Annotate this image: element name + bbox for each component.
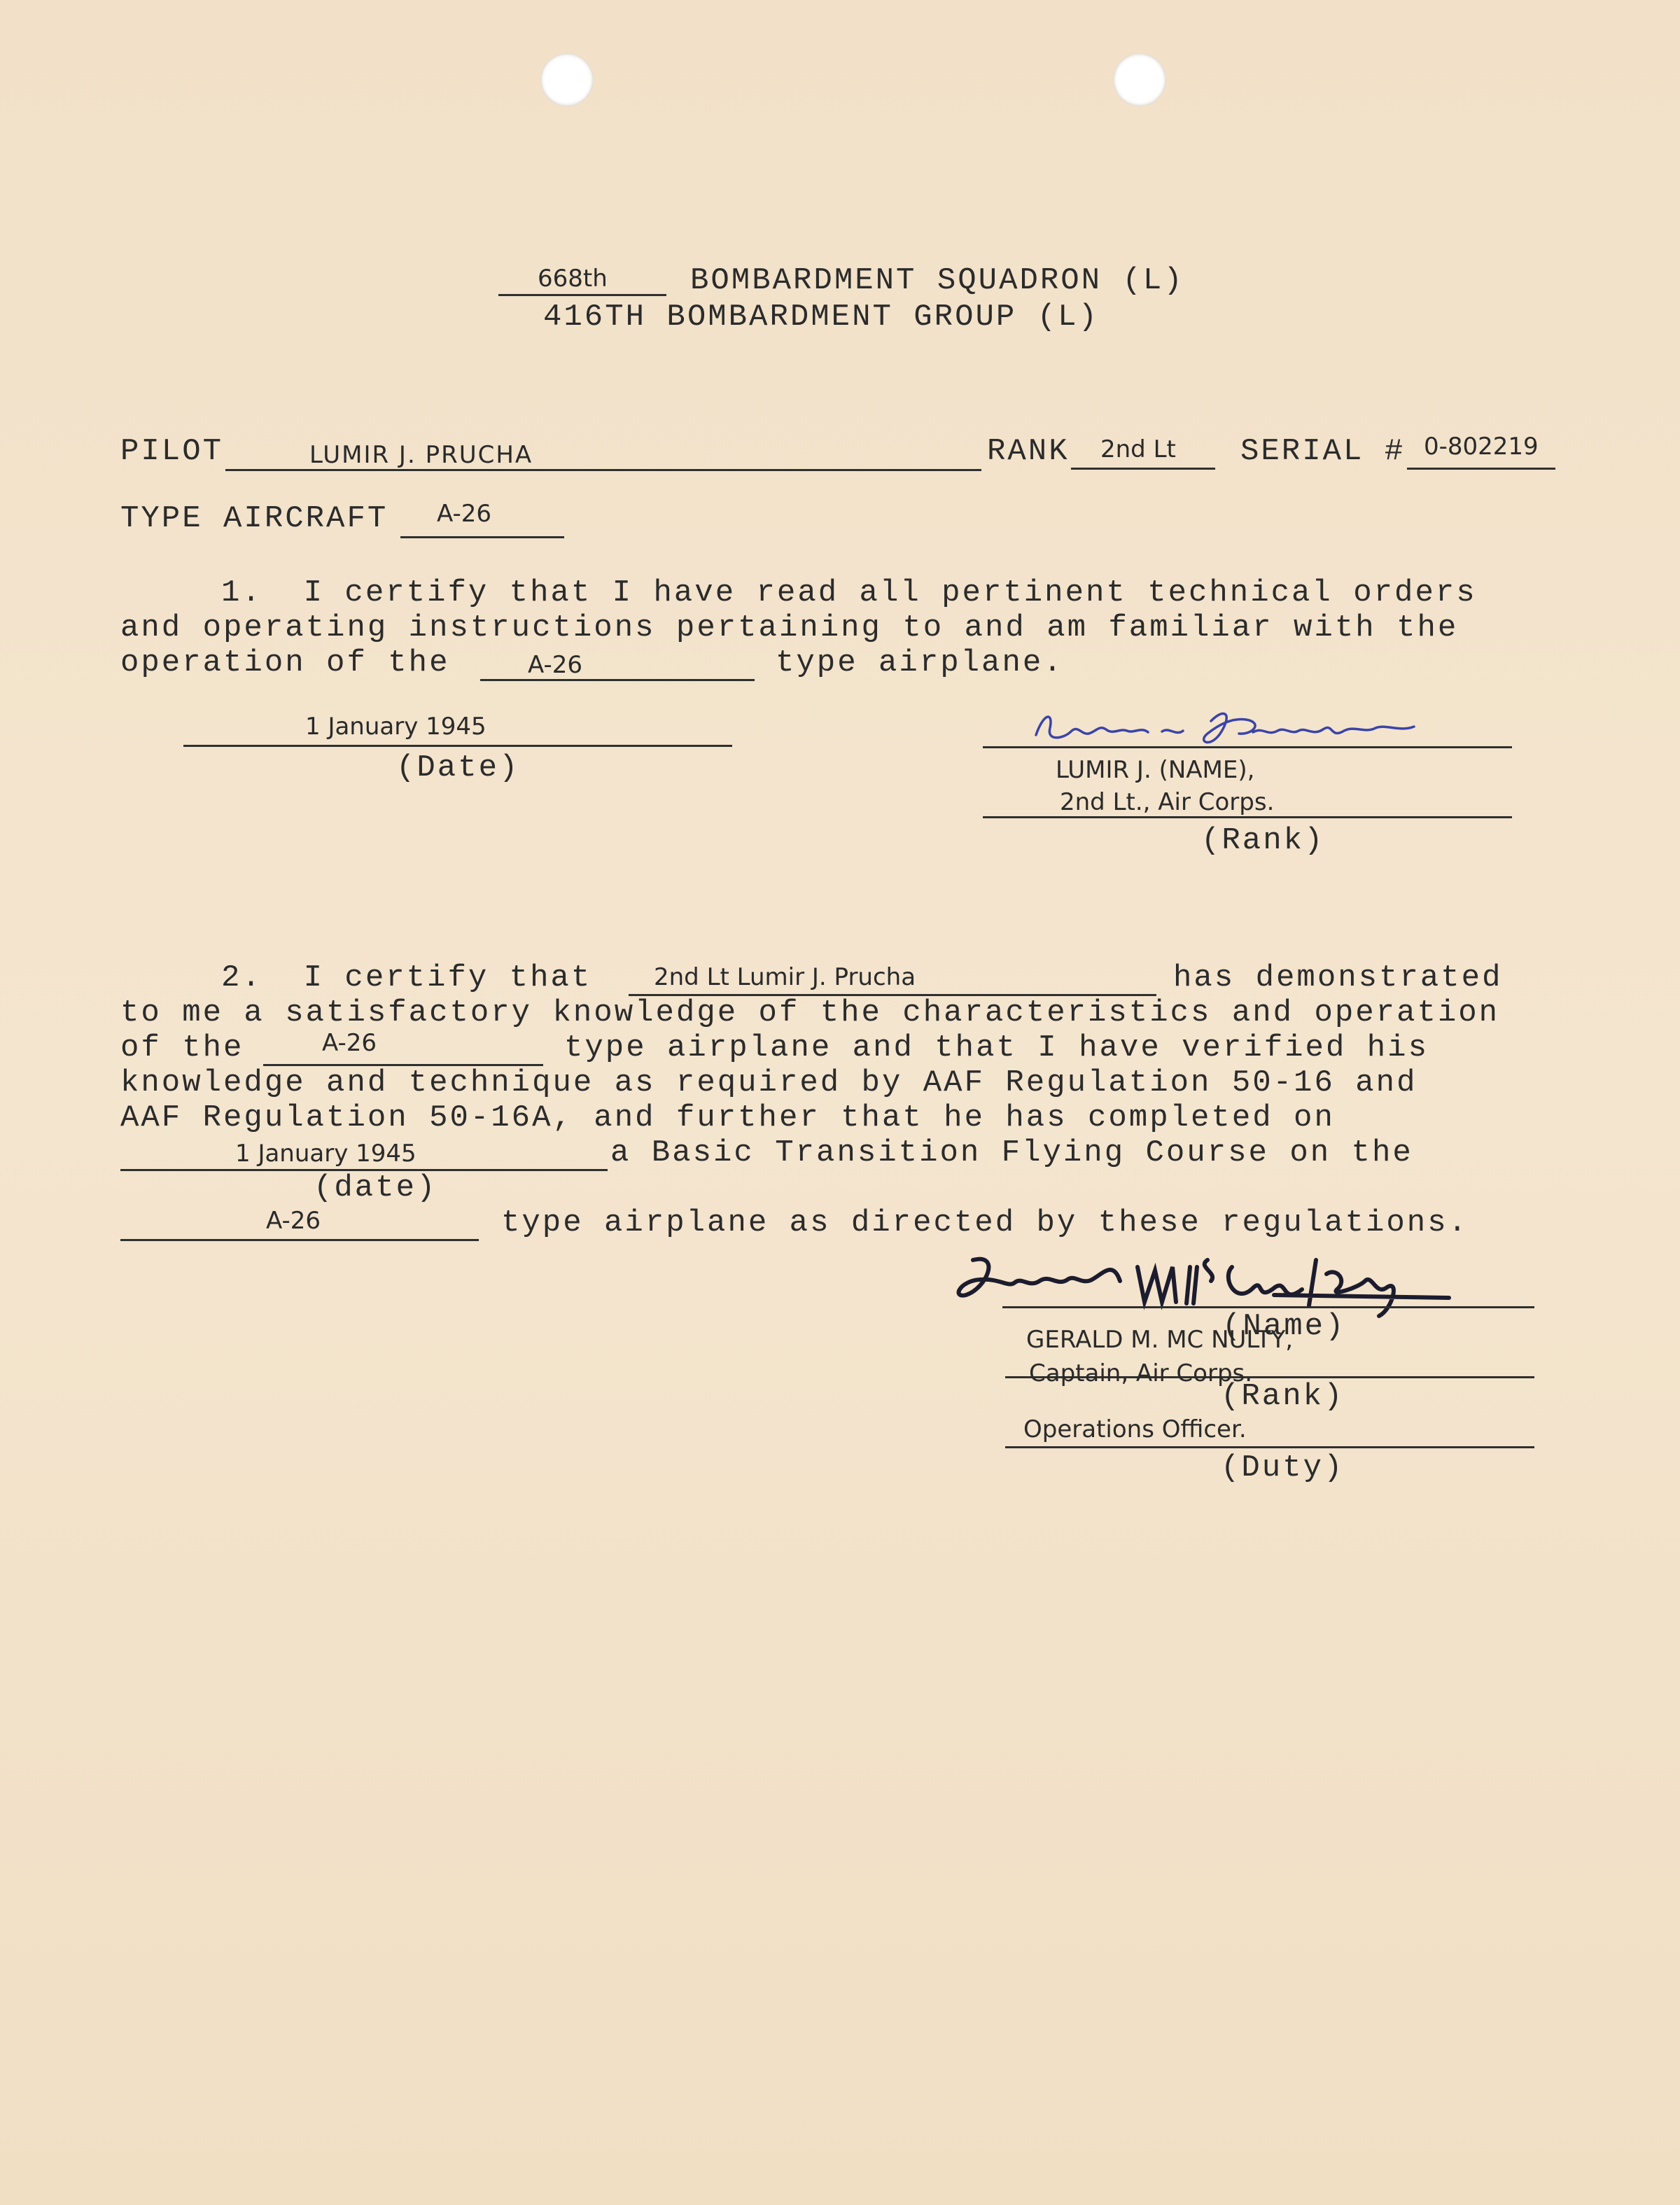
- section2-line2: to me a satisfactory knowledge of the characteristics and operation: [120, 995, 1500, 1030]
- section1-date-underline: [183, 745, 732, 747]
- section2-line6-suffix: a Basic Transition Flying Course on the: [610, 1135, 1413, 1170]
- serial-underline: [1407, 468, 1555, 470]
- section1-line3-prefix: operation of the: [120, 645, 450, 680]
- section2-line3-prefix: of the: [120, 1030, 244, 1065]
- section1-aircraft-underline: [480, 679, 755, 681]
- squadron-underline: [498, 294, 666, 296]
- group-title: 416TH BOMBARDMENT GROUP (L): [543, 300, 1099, 335]
- section1-rank-underline: [983, 816, 1512, 818]
- rank-value: 2nd Lt: [1100, 435, 1176, 463]
- section1-name-typed: LUMIR J. (NAME),: [1056, 756, 1255, 784]
- section1-line3-suffix: type airplane.: [776, 645, 1064, 680]
- section2-aircraft-fill: A-26: [322, 1029, 377, 1057]
- officer-signature-underline: [1002, 1306, 1534, 1308]
- squadron-title: BOMBARDMENT SQUADRON (L): [690, 263, 1184, 298]
- rank-underline: [1071, 468, 1215, 470]
- aircraft-value: A-26: [437, 500, 492, 528]
- section2-name-fill: 2nd Lt Lumir J. Prucha: [654, 963, 916, 991]
- section2-duty-typed: Operations Officer.: [1023, 1415, 1247, 1443]
- section2-rank-caption: (Rank): [1221, 1379, 1345, 1414]
- section2-date-caption: (date): [314, 1170, 438, 1205]
- section2-date-fill: 1 January 1945: [235, 1140, 416, 1168]
- pilot-label: PILOT: [120, 434, 224, 469]
- section2-aircraft2-fill: A-26: [266, 1207, 321, 1235]
- section2-line4: knowledge and technique as required by AAF Regulation 50-16 and: [120, 1065, 1418, 1100]
- section1-rank-caption: (Rank): [1201, 823, 1325, 858]
- serial-value: 0-802219: [1424, 433, 1539, 461]
- section1-line2: and operating instructions pertaining to and am familiar with the: [120, 610, 1459, 645]
- punch-hole-right: [1113, 53, 1166, 106]
- pilot-underline: [225, 469, 981, 471]
- section2-name-typed: GERALD M. MC NULTY,: [1026, 1326, 1294, 1354]
- pilot-name: LUMIR J. PRUCHA: [309, 441, 533, 469]
- aircraft-underline: [400, 536, 564, 538]
- section2-line5: AAF Regulation 50-16A, and further that he has completed on: [120, 1100, 1335, 1135]
- section2-line1-suffix: has demonstrated: [1173, 960, 1503, 995]
- pilot-signature-underline: [983, 746, 1512, 748]
- punch-hole-left: [540, 53, 594, 106]
- section1-aircraft-fill: A-26: [528, 651, 583, 679]
- aircraft-label: TYPE AIRCRAFT: [120, 501, 388, 536]
- section2-aircraft2-underline: [120, 1239, 479, 1241]
- section2-name-caption: (Name): [1222, 1309, 1346, 1344]
- squadron-number: 668th: [538, 265, 608, 293]
- section2-duty-underline: [1005, 1446, 1534, 1448]
- serial-label: SERIAL #: [1240, 434, 1406, 469]
- section1-date-caption: (Date): [396, 750, 520, 785]
- section2-line7-suffix: type airplane as directed by these regulations.: [501, 1205, 1469, 1240]
- section1-date: 1 January 1945: [305, 713, 486, 741]
- section2-line3-suffix: type airplane and that I have verified his: [564, 1030, 1429, 1065]
- officer-signature: [945, 1239, 1463, 1323]
- section2-rank-typed: Captain, Air Corps.: [1029, 1359, 1253, 1387]
- rank-label: RANK: [987, 434, 1070, 469]
- section2-line1-prefix: 2. I certify that: [221, 960, 592, 995]
- section2-duty-caption: (Duty): [1221, 1450, 1345, 1485]
- section1-line1: 1. I certify that I have read all pertinent technical orders: [221, 575, 1477, 610]
- section1-rank-typed: 2nd Lt., Air Corps.: [1060, 788, 1275, 816]
